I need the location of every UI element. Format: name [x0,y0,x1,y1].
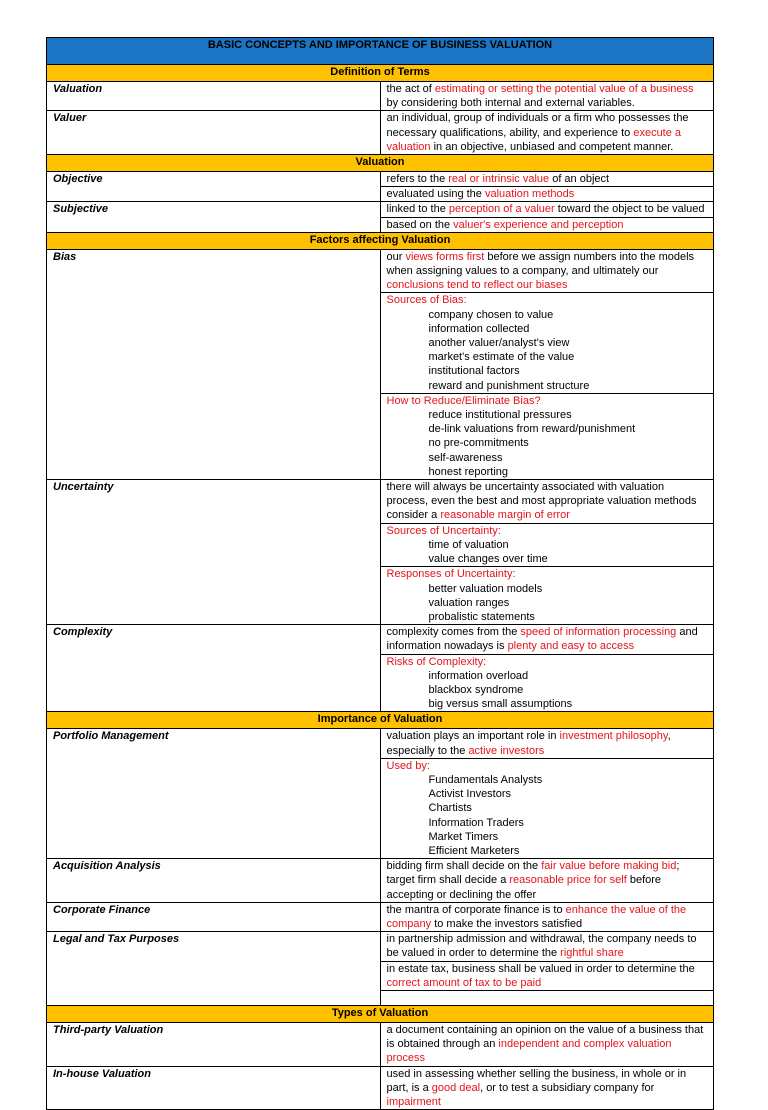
row-acquisition [47,859,714,903]
list-item: Chartists [428,802,472,815]
row-valuation [47,82,714,111]
highlight: independent and complex valuation process [386,1038,672,1065]
bias-sources [380,293,714,393]
uncertainty-responses-heading: Responses of Uncertainty: [386,568,516,581]
highlight: valuer's experience and perception [453,218,624,231]
highlight: views forms first [405,250,485,263]
row-complexity-1 [47,625,714,654]
definition-valuer [380,111,714,155]
term-valuer: Valuer [47,111,381,155]
corporate-description [380,902,714,931]
text: before accepting or declining the offer [386,874,662,901]
legal-line-1 [380,932,714,961]
highlight: correct amount of tax to be paid [386,976,542,989]
list-item: market's estimate of the value [428,351,575,364]
term-legal-tax: Legal and Tax Purposes [47,932,381,1006]
text: in estate tax, business shall be valued in order to determine the [386,962,695,975]
text: the mantra of corporate finance is to [386,903,566,916]
list-item: time of valuation [428,538,509,551]
highlight: valuation methods [484,188,575,201]
section-header-importance: Importance of Valuation [47,712,714,729]
valuation-notes-table [46,37,714,1110]
complexity-risks-heading: Risks of Complexity: [386,655,487,668]
text: in an objective, unbiased and competent manner. [430,140,674,153]
text: based on the [386,218,454,231]
list-item: blackbox syndrome [428,683,524,696]
section-header-types: Types of Valuation [47,1005,714,1022]
section-header-valuation: Valuation [47,155,714,172]
text: an individual, group of individuals or a firm who possesses the necessary qualifications, ability, and experience to [386,112,689,139]
bias-reduce-heading: How to Reduce/Eliminate Bias? [386,394,541,407]
list-item: company chosen to value [428,308,554,321]
row-valuer [47,111,714,155]
uncertainty-description [380,480,714,524]
portfolio-used-heading: Used by: [386,759,430,772]
document-title: BASIC CONCEPTS AND IMPORTANCE OF BUSINESS VALUATION [47,38,714,65]
list-item: valuation ranges [428,596,510,609]
objective-line-2 [380,187,714,202]
definition-valuation [380,82,714,111]
highlight: good deal [431,1081,481,1094]
highlight: active investors [468,744,545,757]
list-item: value changes over time [428,553,548,566]
section-header-factors: Factors affecting Valuation [47,232,714,249]
list-item: reward and punishment structure [428,379,590,392]
term-complexity: Complexity [47,625,381,712]
portfolio-used-by [380,758,714,858]
text: a document containing an opinion on the value of a business that is obtained through an [386,1023,704,1051]
highlight: impairment [386,1096,441,1108]
highlight: estimating or setting the potential value of a business [434,83,694,95]
list-item: Activist Investors [428,788,512,801]
row-in-house [47,1066,714,1110]
subjective-line-1 [380,202,714,217]
highlight: reasonable margin of error [440,509,570,522]
row-third-party [47,1022,714,1066]
list-item: honest reporting [428,465,508,478]
term-objective: Objective [47,172,381,202]
text: bidding firm shall decide on the [386,860,542,873]
acquisition-description [380,859,714,903]
bias-reduce [380,393,714,479]
portfolio-description [380,729,714,758]
bias-sources-heading: Sources of Bias: [386,294,467,307]
row-subjective-1 [47,202,714,217]
highlight: rightful share [560,947,624,960]
text: by considering both internal and external variables. [386,97,635,110]
highlight: execute a valuation [386,126,682,153]
text: , especially to the [386,730,671,757]
text: there will always be uncertainty associated with valuation process, even the best and most appropriate valuation methods consider a [386,481,697,522]
term-in-house-valuation: In-house Valuation [47,1066,381,1110]
list-item: Market Timers [428,830,499,843]
text: of an object [549,173,610,186]
text: toward the object to be valued [554,203,705,216]
highlight: plenty and easy to access [507,640,635,653]
list-item: no pre-commitments [428,437,529,450]
text: in partnership admission and withdrawal, the company needs to be valued in order to determine the [386,933,697,960]
subjective-line-2 [380,217,714,232]
text: ; target firm shall decide a [386,860,680,887]
legal-line-2 [380,961,714,990]
section-header-definition: Definition of Terms [47,65,714,82]
term-third-party-valuation: Third-party Valuation [47,1022,381,1066]
text: linked to the [386,203,449,216]
term-valuation: Valuation [47,82,381,111]
objective-line-1 [380,172,714,187]
complexity-risks [380,654,714,712]
row-legal-1 [47,932,714,961]
list-item: another valuer/analyst's view [428,337,570,350]
list-item: better valuation models [428,582,543,595]
complexity-description [380,625,714,654]
text: our [386,250,406,263]
highlight: reasonable price for self [509,874,627,887]
empty-cell [380,990,714,1005]
text: valuation plays an important role in [386,730,560,743]
term-subjective: Subjective [47,202,381,232]
text: to make the investors satisfied [431,917,583,930]
row-portfolio-1 [47,729,714,758]
text: evaluated using the [386,188,485,201]
highlight: real or intrinsic value [448,173,550,186]
list-item: Fundamentals Analysts [428,773,543,786]
list-item: big versus small assumptions [428,698,573,711]
text: and information nowadays is [386,626,698,653]
list-item: Information Traders [428,816,524,829]
row-bias-1 [47,249,714,293]
text: used in assessing whether selling the business, in whole or in part, is a [386,1067,687,1094]
text: refers to the [386,173,449,186]
highlight: perception of a valuer [448,203,555,216]
term-corporate-finance: Corporate Finance [47,902,381,931]
term-acquisition-analysis: Acquisition Analysis [47,859,381,903]
text: , or to test a subsidiary company for [480,1081,655,1094]
row-corporate [47,902,714,931]
highlight: conclusions tend to reflect our biases [386,279,568,292]
highlight: speed of information processing [520,626,677,639]
text: complexity comes from the [386,626,521,639]
list-item: institutional factors [428,365,520,378]
row-uncertainty-1 [47,480,714,524]
highlight: enhance the value of the company [386,903,687,930]
highlight: investment philosophy [559,730,668,743]
bias-description [380,249,714,293]
term-uncertainty: Uncertainty [47,480,381,625]
uncertainty-responses [380,567,714,625]
list-item: Efficient Marketers [428,844,520,857]
list-item: probalistic statements [428,610,535,623]
third-party-description [380,1022,714,1066]
list-item: information overload [428,669,529,682]
uncertainty-sources [380,523,714,567]
highlight: fair value before making bid [541,860,677,873]
text: the act of [386,83,435,95]
in-house-description [380,1066,714,1110]
list-item: de-link valuations from reward/punishment [428,423,636,436]
list-item: information collected [428,322,530,335]
term-bias: Bias [47,249,381,479]
text: before we assign numbers into the models when assigning values to a company, and ultimately our [386,250,695,278]
list-item: reduce institutional pressures [428,409,572,422]
uncertainty-sources-heading: Sources of Uncertainty: [386,524,501,537]
list-item: self-awareness [428,451,503,464]
row-objective-1 [47,172,714,187]
term-portfolio-management: Portfolio Management [47,729,381,859]
